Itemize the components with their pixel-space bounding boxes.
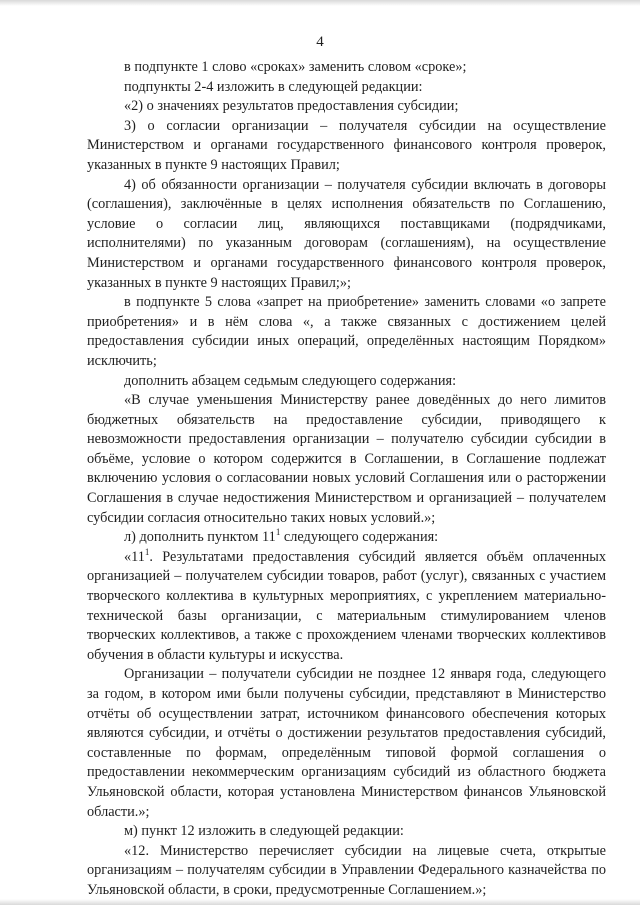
point-11-1-number: «11 — [124, 548, 145, 565]
paragraph-reports: Организации – получатели субсидии не позднее 12 января года, следующего за годом, в котором ими были получены субсидии, представляют в Министерство отчёты об осуществлении затрат, источником финансового обеспечения которых являются субсидии, и отчёты о достижении результатов предоставления субсидий, составленные по формам, определённым типовой формой соглашения о предоставлении некоммерческим организациям субсидий из областного бюджета Ульяновской области, которая установлена Министерством финансов Ульяновской области.»; — [87, 666, 606, 820]
paragraph-item-3: 3) о согласии организации – получателя субсидии на осуществление Министерством и органами государственного финансового контроля проверок, указанных в пункте 9 настоящих Правил; — [87, 117, 606, 173]
paragraph-point-12: «12. Министерство перечисляет субсидии на лицевые счета, открытые организациям – получателям субсидии в Управлении Федерального казначейства по Ульяновской области, в сроки, предусмотренные Соглашением.»; — [87, 842, 606, 898]
superscript-index: 1 — [144, 546, 150, 557]
paragraph-l-text-end: следующего содержания: — [280, 529, 439, 546]
scan-top-edge — [0, 0, 640, 6]
paragraph-add-seventh-intro: дополнить абзацем седьмым следующего содержания: — [124, 372, 457, 389]
document-body — [87, 58, 606, 901]
paragraph-l-add-point — [87, 528, 606, 548]
paragraph-m-point-12: м) пункт 12 изложить в следующей редакции: — [124, 823, 404, 840]
superscript-index: 1 — [275, 527, 281, 538]
page-number: 4 — [316, 34, 324, 50]
paragraph-budget-limits: «В случае уменьшения Министерству ранее доведённых до него лимитов бюджетных обязательств на предоставление субсидии, приводящего к невозможности предоставления организации – получателю субсидии субсидии в объёме, условие о котором содержится в Соглашении, в Соглашение подлежат включению условия о согласовании новых условий Соглашения или о расторжении Соглашения в случае недостижения Министерством и организацией – получателем субсидии согласия относительно таких новых условий.»; — [87, 392, 606, 526]
paragraph-point-11-1 — [87, 548, 606, 666]
paragraph-subpoints-2-4-intro: подпункты 2-4 изложить в следующей редакции: — [124, 78, 423, 95]
paragraph-l-text-start: л) дополнить пунктом 11 — [124, 529, 276, 546]
paragraph-subpoint-5: в подпункте 5 слова «запрет на приобретение» заменить словами «о запрете приобретения» и в нём слова «, а также связанных с достижением целей предоставления субсидии иных операций, определённых настоящим Порядком» исключить; — [87, 294, 606, 369]
point-11-1-text: . Результатами предоставления субсидий является объём оплаченных организацией – получателем субсидии товаров, работ (услуг), связанных с участием творческого коллектива в культурных мероприятиях, с укреплением материально-технической базы организации, с материальным стимулированием членов творческих коллективов, а также с прохождением членами творческих коллективов обучения в области культуры и искусства. — [87, 548, 606, 663]
paragraph-subpoint-1-terms: в подпункте 1 слово «сроках» заменить словом «сроке»; — [124, 59, 467, 75]
paragraph-item-2: «2) о значениях результатов предоставления субсидии; — [124, 98, 459, 115]
scan-bottom-edge — [0, 899, 640, 905]
paragraph-item-4: 4) об обязанности организации – получателя субсидии включать в договоры (соглашения), заключённые в целях исполнения обязательств по Соглашению, условие о согласии лиц, являющихся поставщиками (подрядчиками, исполнителями) по указанным договорам (соглашениям), на осуществление Министерством и органами государственного финансового контроля проверок, указанных в пункте 9 настоящих Правил;»; — [87, 176, 606, 291]
